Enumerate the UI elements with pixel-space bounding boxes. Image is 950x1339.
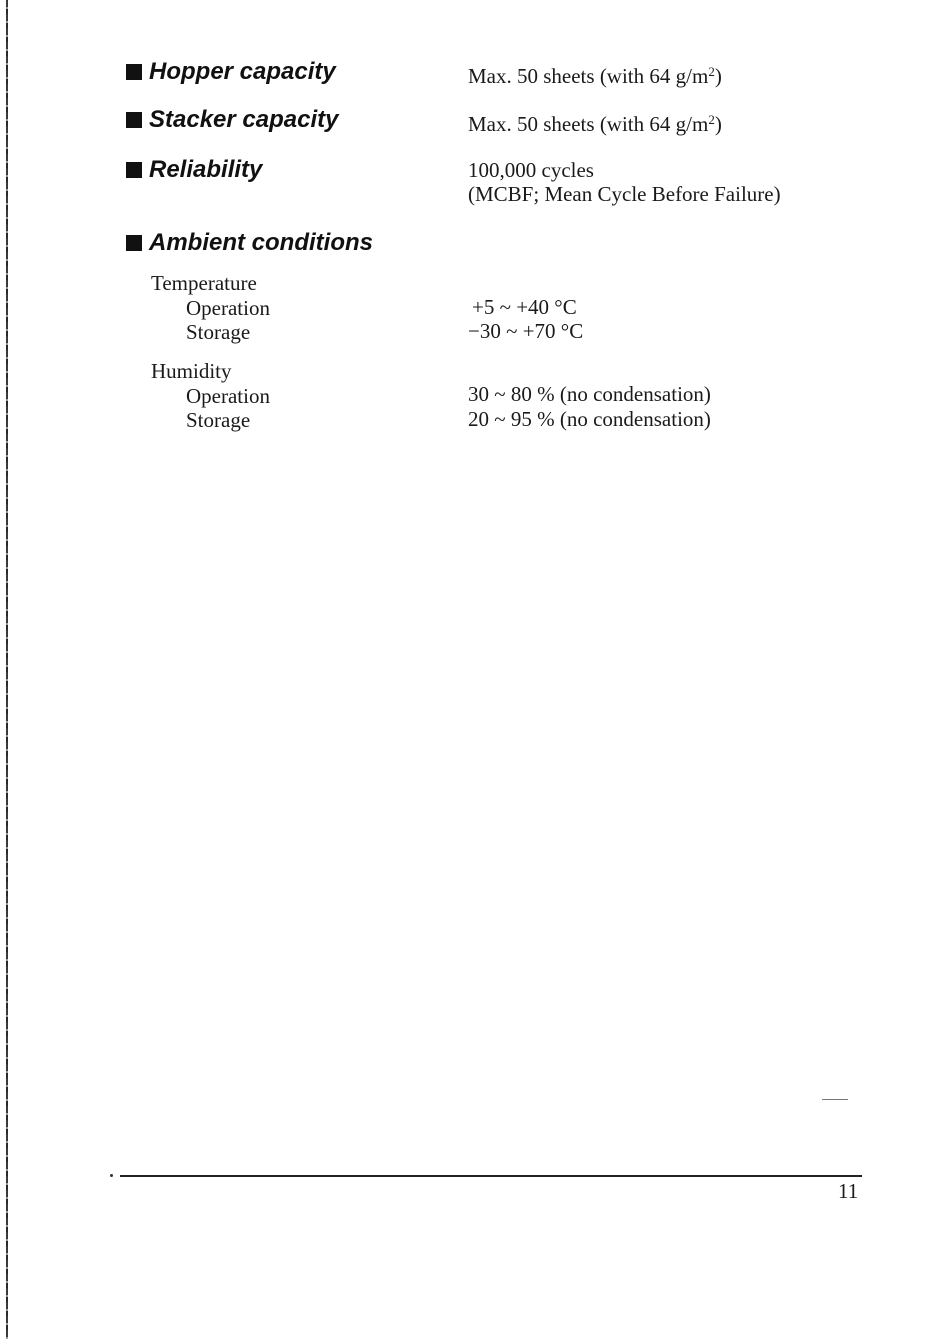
temperature-storage-label: Storage: [186, 320, 251, 344]
temperature-operation-label: Operation: [186, 296, 270, 320]
humidity-label: Humidity: [151, 359, 232, 383]
humidity-operation-label: Operation: [186, 384, 270, 408]
hopper-capacity-value: [468, 60, 722, 88]
page-binding-edge: [6, 0, 8, 1339]
stacker-capacity-heading: [126, 106, 338, 134]
square-bullet-icon: [126, 235, 142, 251]
temperature-storage-value: −30 ~ +70 °C: [468, 319, 584, 343]
humidity-operation-value: 30 ~ 80 % (no condensation): [468, 382, 711, 406]
value-text: Max. 50 sheets (with 64 g/m: [468, 112, 709, 136]
square-bullet-icon: [126, 64, 142, 80]
heading-text: Ambient conditions: [149, 229, 373, 256]
heading-text: Hopper capacity: [149, 58, 336, 85]
reliability-heading: [126, 156, 262, 184]
page-number: 11: [838, 1179, 859, 1203]
value-text-end: ): [714, 64, 722, 88]
heading-text: Reliability: [149, 156, 263, 183]
hopper-capacity-heading: [126, 58, 336, 86]
stacker-capacity-value: [468, 108, 722, 136]
humidity-storage-label: Storage: [186, 408, 251, 432]
square-bullet-icon: [126, 162, 142, 178]
heading-text: Stacker capacity: [149, 106, 339, 133]
footer-rule: [120, 1175, 862, 1177]
square-bullet-icon: [126, 112, 142, 128]
reliability-value-line1: 100,000 cycles: [468, 158, 594, 182]
superscript: 2: [708, 64, 715, 79]
superscript: 2: [708, 112, 715, 127]
humidity-storage-value: 20 ~ 95 % (no condensation): [468, 407, 711, 431]
temperature-operation-value: +5 ~ +40 °C: [472, 295, 577, 319]
stray-dot: [110, 1174, 113, 1177]
value-text: Max. 50 sheets (with 64 g/m: [468, 64, 709, 88]
value-text-end: ): [714, 112, 722, 136]
ambient-conditions-heading: [126, 229, 373, 257]
temperature-label: Temperature: [151, 271, 257, 295]
reliability-value-line2: (MCBF; Mean Cycle Before Failure): [468, 182, 781, 206]
stray-mark: [822, 1099, 848, 1100]
